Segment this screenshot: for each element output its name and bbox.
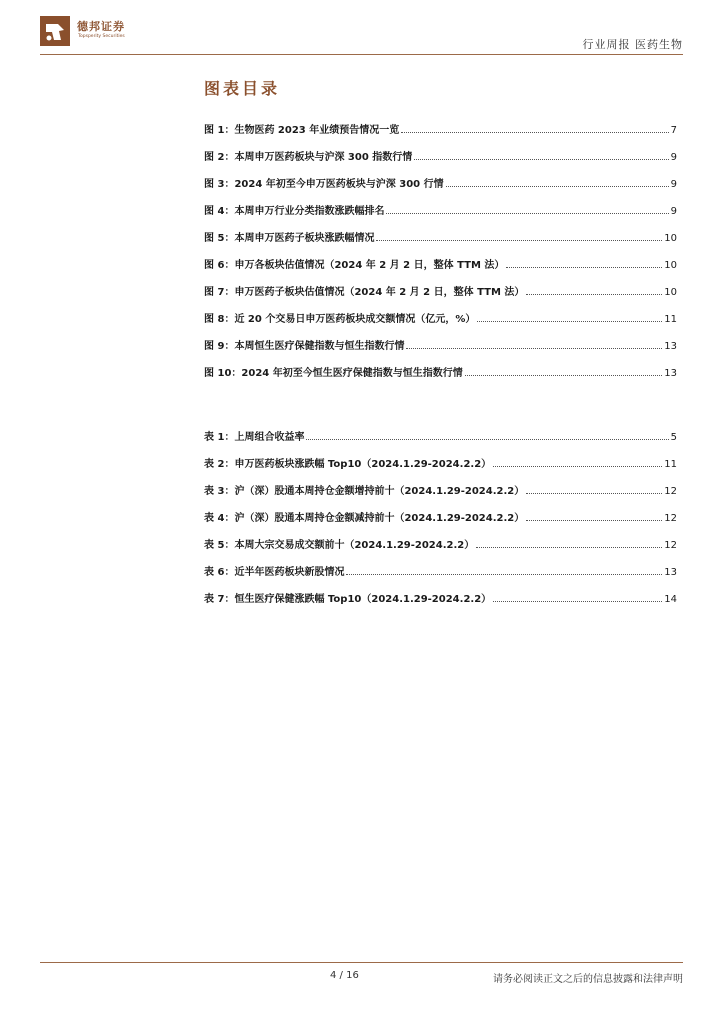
toc-entry-page: 9 <box>670 206 677 217</box>
toc-entry-table-2[interactable] <box>204 443 677 470</box>
toc-entry-label: 图 5：本周申万医药子板块涨跌幅情况 <box>204 233 375 244</box>
toc-entry-table-4[interactable] <box>204 497 677 524</box>
toc-leader-dots <box>406 348 662 349</box>
toc-leader-dots <box>376 240 662 241</box>
page-header <box>40 14 683 54</box>
figure-list <box>204 109 677 379</box>
toc-entry-page: 9 <box>670 179 677 190</box>
toc-entry-page: 10 <box>664 233 677 244</box>
table-list <box>204 416 677 605</box>
toc-entry-label: 图 6：申万各板块估值情况（2024 年 2 月 2 日，整体 TTM 法） <box>204 260 505 271</box>
toc-entry-page: 11 <box>664 314 677 325</box>
toc-entry-figure-7[interactable] <box>204 271 677 298</box>
toc-leader-dots <box>306 439 668 440</box>
toc-entry-page: 5 <box>670 432 677 443</box>
toc-leader-dots <box>401 132 668 133</box>
toc-entry-figure-1[interactable] <box>204 109 677 136</box>
company-logo <box>40 14 140 50</box>
toc-leader-dots <box>477 321 662 322</box>
toc-entry-label: 图 4：本周申万行业分类指数涨跌幅排名 <box>204 206 385 217</box>
toc-entry-label: 图 1：生物医药 2023 年业绩预告情况一览 <box>204 125 400 136</box>
toc-entry-page: 7 <box>670 125 677 136</box>
toc-entry-table-1[interactable] <box>204 416 677 443</box>
section-title: 图表目录 <box>204 79 281 98</box>
toc-leader-dots <box>465 375 663 376</box>
toc-entry-page: 11 <box>664 459 677 470</box>
toc-entry-label: 图 3：2024 年初至今申万医药板块与沪深 300 行情 <box>204 179 444 190</box>
toc-entry-page: 13 <box>664 341 677 352</box>
toc-entry-page: 14 <box>664 594 677 605</box>
page-number: 4 / 16 <box>330 970 359 981</box>
toc-leader-dots <box>346 574 662 575</box>
toc-entry-table-5[interactable] <box>204 524 677 551</box>
toc-entry-page: 12 <box>664 513 677 524</box>
toc-entry-page: 13 <box>664 567 677 578</box>
toc-entry-label: 表 5：本周大宗交易成交额前十（2024.1.29-2024.2.2） <box>204 540 475 551</box>
footer-divider <box>40 962 683 963</box>
toc-entry-figure-10[interactable] <box>204 352 677 379</box>
toc-entry-figure-6[interactable] <box>204 244 677 271</box>
toc-entry-table-3[interactable] <box>204 470 677 497</box>
toc-entry-page: 10 <box>664 287 677 298</box>
toc-entry-figure-4[interactable] <box>204 190 677 217</box>
report-category: 行业周报 医药生物 <box>582 38 683 51</box>
toc-leader-dots <box>386 213 668 214</box>
toc-leader-dots <box>493 601 662 602</box>
toc-entry-table-7[interactable] <box>204 578 677 605</box>
toc-leader-dots <box>493 466 662 467</box>
toc-entry-page: 10 <box>664 260 677 271</box>
toc-leader-dots <box>414 159 668 160</box>
toc-entry-figure-9[interactable] <box>204 325 677 352</box>
toc-leader-dots <box>506 267 662 268</box>
toc-entry-label: 表 7：恒生医疗保健涨跌幅 Top10（2024.1.29-2024.2.2） <box>204 594 492 605</box>
toc-entry-label: 图 8：近 20 个交易日申万医药板块成交额情况（亿元，%） <box>204 314 476 325</box>
toc-entry-label: 图 7：申万医药子板块估值情况（2024 年 2 月 2 日，整体 TTM 法） <box>204 287 525 298</box>
toc-entry-label: 图 2：本周申万医药板块与沪深 300 指数行情 <box>204 152 413 163</box>
toc-entry-table-6[interactable] <box>204 551 677 578</box>
toc-entry-label: 表 4：沪（深）股通本周持仓金额减持前十（2024.1.29-2024.2.2） <box>204 513 525 524</box>
toc-entry-label: 图 10：2024 年初至今恒生医疗保健指数与恒生指数行情 <box>204 368 463 379</box>
toc-leader-dots <box>526 294 662 295</box>
toc-entry-label: 表 2：申万医药板块涨跌幅 Top10（2024.1.29-2024.2.2） <box>204 459 492 470</box>
header-divider <box>40 54 683 55</box>
toc-entry-figure-8[interactable] <box>204 298 677 325</box>
toc-leader-dots <box>446 186 669 187</box>
toc-entry-label: 表 3：沪（深）股通本周持仓金额增持前十（2024.1.29-2024.2.2） <box>204 486 525 497</box>
logo-english-name: Topsperity Securities <box>78 34 125 39</box>
logo-mark-icon <box>40 16 70 46</box>
disclaimer-note: 请务必阅读正文之后的信息披露和法律声明 <box>493 974 683 985</box>
toc-leader-dots <box>526 520 662 521</box>
toc-entry-figure-2[interactable] <box>204 136 677 163</box>
toc-leader-dots <box>526 493 662 494</box>
toc-entry-figure-5[interactable] <box>204 217 677 244</box>
toc-entry-page: 12 <box>664 486 677 497</box>
toc-leader-dots <box>476 547 662 548</box>
toc-entry-label: 表 1：上周组合收益率 <box>204 432 305 443</box>
toc-entry-page: 12 <box>664 540 677 551</box>
toc-entry-label: 表 6：近半年医药板块新股情况 <box>204 567 345 578</box>
toc-entry-page: 9 <box>670 152 677 163</box>
toc-entry-figure-3[interactable] <box>204 163 677 190</box>
toc-entry-label: 图 9：本周恒生医疗保健指数与恒生指数行情 <box>204 341 405 352</box>
toc-entry-page: 13 <box>664 368 677 379</box>
logo-chinese-name: 德邦证券 <box>77 20 125 33</box>
